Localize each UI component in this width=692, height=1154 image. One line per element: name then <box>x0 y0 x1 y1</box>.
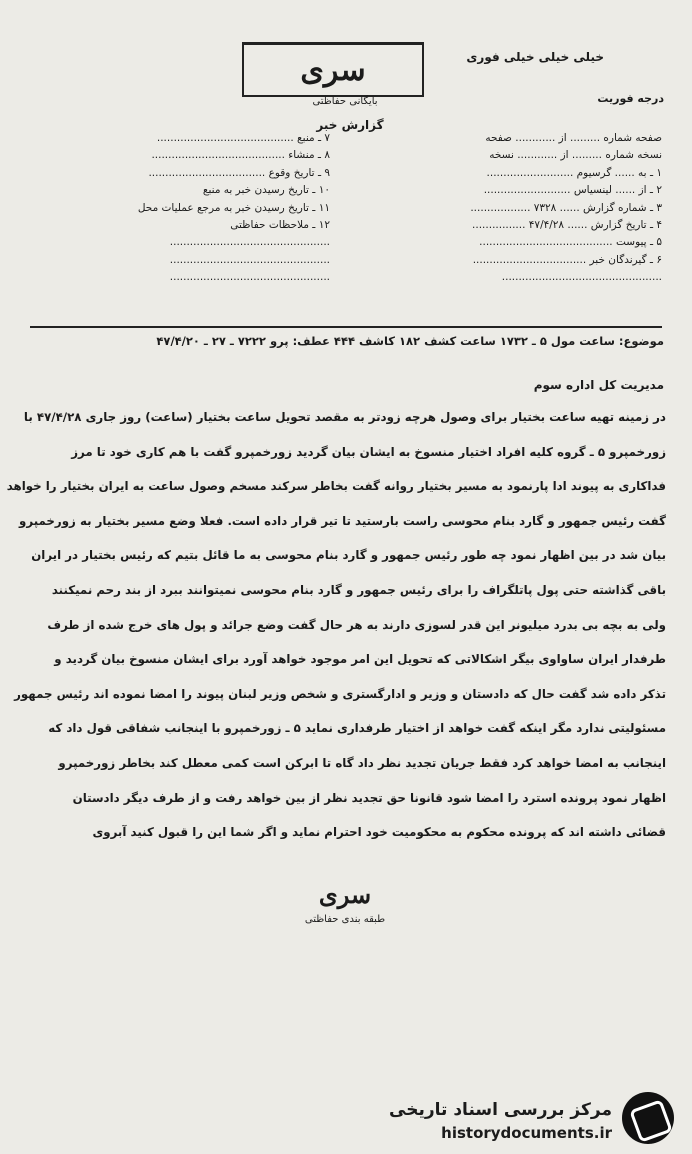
report-field: ۱ ـ به ...... گرسیوم .......................... <box>486 166 662 179</box>
archive-title: مرکز بررسی اسناد تاریخی <box>389 1100 612 1120</box>
body-line: فداکاری به پیوند ادا پارنمود به مسیر بختیار روانه گفت بخاطر سرکند مسخم وصول ساعت به ایران بختیار را خواهد <box>6 479 666 494</box>
report-field: ................................................ <box>169 271 330 284</box>
report-field: ۴ ـ تاریخ گزارش ...... ۴۷/۴/۲۸ ................ <box>472 218 662 231</box>
signature-stamp <box>270 880 420 936</box>
body-line: تذکر داده شد گفت حال که دادستان و وزیر و ادارگستری و شخص وزیر لبنان پیوند را امضا نموده اند رئیس جمهور <box>14 686 666 701</box>
priority-label: خیلی خیلی خیلی فوری <box>466 50 604 64</box>
subject-line: موضوع: ساعت مول ۵ ـ ۱۷۳۲ ساعت کشف ۱۸۲ کاشف ۴۴۴ عطف: پرو ۷۲۲۲ ـ ۲۷ ـ ۴۷/۴/۲۰ <box>156 334 664 348</box>
report-field: ۷ ـ منبع ......................................... <box>156 132 330 144</box>
body-line: مسئولیتی ندارد مگر اینکه گفت خواهد از اختیار طرفداری نماید ۵ ـ زورخمپرو با اینجانب شفاقی قول داد که <box>48 721 666 736</box>
urgency-degree-label: درجه فوریت <box>597 92 664 105</box>
body-line: بیان شد در بین اظهار نمود چه طور رئیس جمهور و گارد بنام محوسی به ما قائل بتیم که رئیس بختیار در ایران <box>31 548 666 563</box>
report-field: ۸ ـ منشاء ........................................ <box>151 149 330 162</box>
body-line: طرفدار ایران ساواوی بیگر اشکالاتی که تحویل این امر موجود خواهد آورد برای ایشان منسوخ بیان گردید و <box>54 652 666 667</box>
report-fields-left <box>30 130 330 287</box>
classification-stamp <box>242 42 424 97</box>
stamp-subtitle: بایگانی حفاظتی <box>312 96 378 107</box>
report-field: نسخه شماره ......... از ............ نسخه <box>489 149 662 162</box>
report-field: ................................................ <box>169 236 330 249</box>
report-field: ۵ ـ پیوست ........................................ <box>479 236 662 249</box>
archive-logo-icon <box>622 1092 674 1144</box>
report-field: ۱۲ ـ ملاحظات حفاظتی <box>230 218 330 231</box>
report-field: ۳ ـ شماره گزارش ...... ۷۳۲۸ .................. <box>470 201 662 214</box>
archive-url[interactable]: historydocuments.ir <box>441 1124 612 1142</box>
book-icon <box>629 1099 673 1143</box>
body-line: ولی به بچه بی بدرد میلیونر این قدر لسوزی دارند به هر حال گفت وضع جرائد و پول های خرج شده از طرف <box>47 617 666 632</box>
report-field: ۶ ـ گیرندگان خبر .................................. <box>472 253 662 266</box>
report-fields-right <box>362 130 662 287</box>
section-divider <box>30 326 662 328</box>
body-line: اینجانب به امضا خواهد کرد فقط جریان تجدید نظر داد گاه تا ابرکن است کمی معطل کند بخاطر زورخمپرو <box>58 755 666 770</box>
body-line: اظهار نمود پرونده استرد را امضا شود قانونا حق تجدید نظر از بین خواهد رفت و از طرف دیگر دادستان <box>72 790 666 805</box>
body-line: زورخمپرو ۵ ـ گروه کلیه افراد اختیار منسوخ به ایشان بیان گردید زورخمپرو گفت با هم کاری خود تا مرز <box>71 444 666 459</box>
body-line: گفت رئیس جمهور و گارد بنام محوسی راست بارستید تا تیر قرار داده است. فعلا وضع مسیر بختیار به زورخمپرو <box>19 513 666 528</box>
stamp-label: سری <box>300 52 366 88</box>
report-body <box>6 400 666 850</box>
report-field: ................................................ <box>501 271 662 284</box>
signature-stamp-label: سری <box>318 880 372 909</box>
report-field: ۱۰ ـ تاریخ رسیدن خبر به منبع <box>202 184 330 197</box>
signature-classification: طبقه بندی حفاظتی <box>304 914 386 925</box>
report-field: ................................................ <box>169 253 330 266</box>
body-line: قضائی داشته اند که پرونده محکوم به محکومیت خود احترام نماید و اگر شما این را قبول کنید آبروی <box>92 825 666 840</box>
form-title: گزارش خبر <box>316 118 384 132</box>
report-field: صفحه شماره ......... از ............ صفحه <box>485 132 662 144</box>
addressee: مدیریت کل اداره سوم <box>533 378 664 392</box>
body-line: باقی گذاشته حتی پول پاتلگراف را برای رئیس جمهور و گارد بنام محوسی نمیتوانند ببرد از بند رحم نمیکنند <box>51 582 666 597</box>
report-field: ۱۱ ـ تاریخ رسیدن خبر به مرجع عملیات محل <box>137 201 330 214</box>
body-line: در زمینه تهیه ساعت بختیار برای وصول هرچه زودتر به مقصد تحویل ساعت بختیار (ساعت) روز جاری ۴۷/۴/۲۸ با <box>23 410 666 424</box>
report-field: ۹ ـ تاریخ وقوع ................................... <box>148 166 330 179</box>
report-field: ۲ ـ از ...... لینسیاس .......................... <box>483 184 662 197</box>
